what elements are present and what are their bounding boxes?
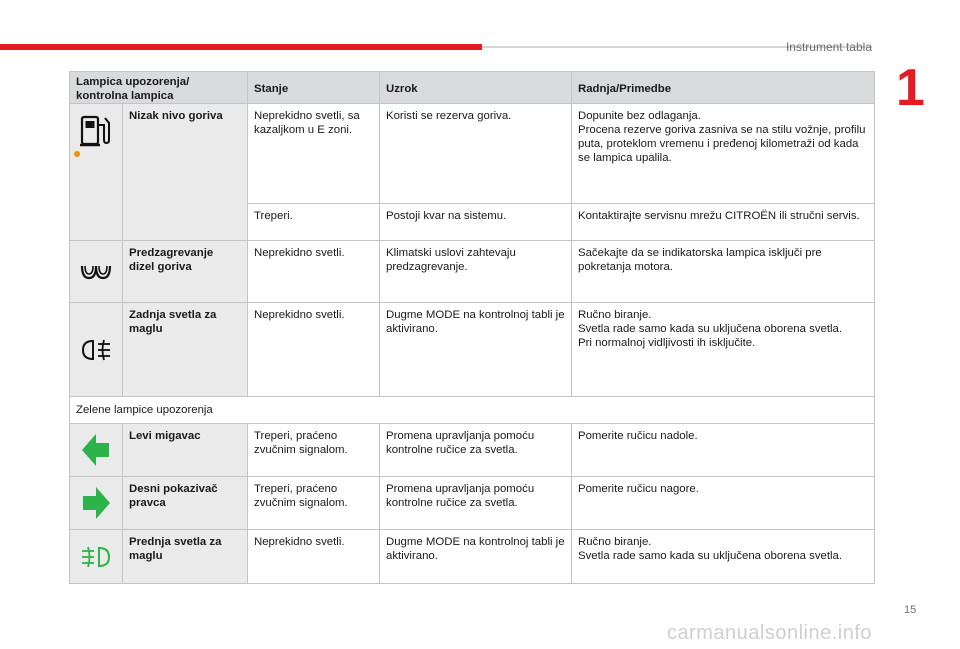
column-header-lamp: Lampica upozorenja/ kontrolna lampica <box>70 72 248 104</box>
left-arrow-icon <box>82 434 110 466</box>
icon-cell <box>70 241 123 303</box>
cause-cell: Promena upravljanja pomoću kontrolne ručice za svetla. <box>380 424 572 477</box>
chapter-number: 1 <box>896 59 925 117</box>
lamp-name: Desni pokazivač pravca <box>123 477 248 530</box>
icon-cell <box>70 424 123 477</box>
right-arrow-icon <box>82 487 110 519</box>
section-row <box>70 397 875 424</box>
state-cell: Neprekidno svetli. <box>248 241 380 303</box>
state-cell: Treperi. <box>248 204 380 241</box>
column-header-state: Stanje <box>248 72 380 104</box>
icon-cell <box>70 303 123 397</box>
column-header-action: Radnja/Primedbe <box>572 72 875 104</box>
column-header-cause: Uzrok <box>380 72 572 104</box>
lamp-name: Zadnja svetla za maglu <box>123 303 248 397</box>
state-cell: Treperi, praćeno zvučnim signalom. <box>248 477 380 530</box>
lamp-name: Prednja svetla za maglu <box>123 530 248 584</box>
icon-cell <box>70 530 123 584</box>
state-cell: Treperi, praćeno zvučnim signalom. <box>248 424 380 477</box>
action-cell: Sačekajte da se indikatorska lampica isključi pre pokretanja motora. <box>572 241 875 303</box>
front-fog-lamp-icon <box>80 545 112 569</box>
action-cell: Pomerite ručicu nagore. <box>572 477 875 530</box>
action-cell: Ručno biranje. Svetla rade samo kada su uključena oborena svetla. Pri normalnoj vidljivosti ih isključite. <box>572 303 875 397</box>
orange-status-dot <box>74 151 80 157</box>
cause-cell: Promena upravljanja pomoću kontrolne ručice za svetla. <box>380 477 572 530</box>
cause-cell: Postoji kvar na sistemu. <box>380 204 572 241</box>
table-row <box>70 104 875 204</box>
warning-lamps-table <box>69 71 875 584</box>
section-label: Zelene lampice upozorenja <box>70 397 875 424</box>
table-row <box>70 424 875 477</box>
action-cell: Dopunite bez odlaganja. Procena rezerve goriva zasniva se na stilu vožnje, profilu puta, proteklom vremenu i pređenoj kilometraži od kada se lampica upalila. <box>572 104 875 204</box>
section-title: Instrument tabla <box>785 40 872 54</box>
icon-cell <box>70 477 123 530</box>
state-cell: Neprekidno svetli. <box>248 303 380 397</box>
lamp-name: Predzagrevanje dizel goriva <box>123 241 248 303</box>
action-cell: Ručno biranje. Svetla rade samo kada su uključena oborena svetla. <box>572 530 875 584</box>
fuel-pump-icon <box>78 114 114 148</box>
cause-cell: Dugme MODE na kontrolnoj tabli je aktivirano. <box>380 530 572 584</box>
cause-cell: Koristi se rezerva goriva. <box>380 104 572 204</box>
table-row <box>70 303 875 397</box>
table-row <box>70 477 875 530</box>
header-red-bar <box>0 44 482 50</box>
table-row <box>70 530 875 584</box>
glow-plug-icon <box>80 263 112 281</box>
page-number: 15 <box>904 604 917 616</box>
table-header-row <box>70 72 875 104</box>
icon-cell <box>70 104 123 241</box>
state-cell: Neprekidno svetli. <box>248 530 380 584</box>
rear-fog-lamp-icon <box>80 338 112 362</box>
lamp-name: Levi migavac <box>123 424 248 477</box>
cause-cell: Dugme MODE na kontrolnoj tabli je aktivirano. <box>380 303 572 397</box>
watermark: carmanualsonline.info <box>666 622 872 644</box>
cause-cell: Klimatski uslovi zahtevaju predzagrevanje. <box>380 241 572 303</box>
table-row <box>70 241 875 303</box>
action-cell: Pomerite ručicu nadole. <box>572 424 875 477</box>
lamp-name: Nizak nivo goriva <box>123 104 248 241</box>
state-cell: Neprekidno svetli, sa kazaljkom u E zoni. <box>248 104 380 204</box>
action-cell: Kontaktirajte servisnu mrežu CITROËN ili stručni servis. <box>572 204 875 241</box>
